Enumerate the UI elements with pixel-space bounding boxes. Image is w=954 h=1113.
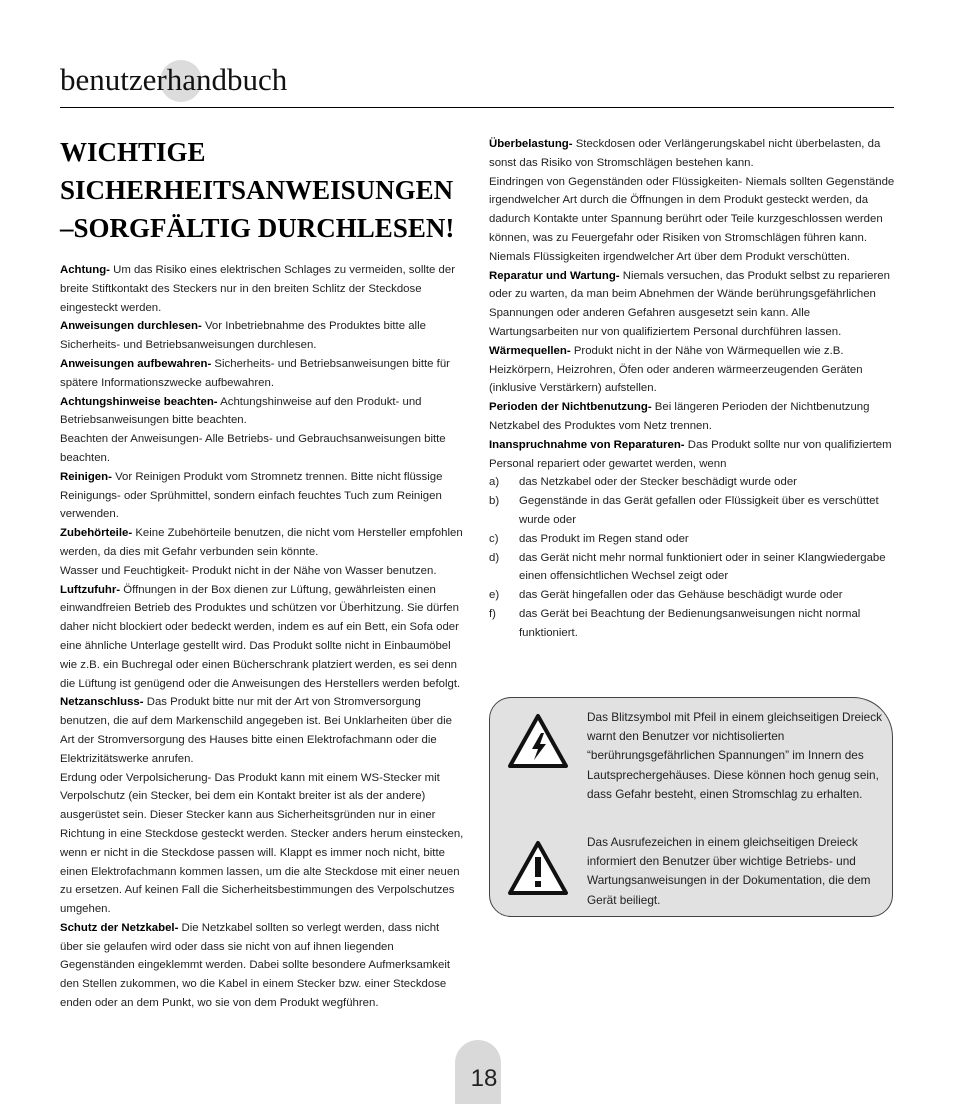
paragraph-text: Achtungshinweise auf den Produkt- und Betriebsanweisungen bitte beachten. (60, 395, 422, 427)
exclamation-warning-text: Das Ausrufezeichen in einem gleichseitigen Dreieck informiert den Benutzer über wichtige Betriebs- und Wartungsanweisungen in der Dokumentation, die dem Gerät beiliegt. (587, 835, 871, 907)
paragraph-label: Luftzufuhr- (60, 583, 121, 596)
list-letter: c) (489, 532, 499, 545)
paragraph-text: Das Produkt bitte nur mit der Art von Stromversorgung benutzen, die auf dem Markenschild angegeben ist. Bei Unklarheiten über die Art der Stromversorgung des Hauses bitte einen Elektrofachmann oder die Elektrizitätswerke anrufen. (60, 696, 452, 765)
paragraph-text: Das Produkt sollte nur von qualifiziertem Personal repariert oder gewartet werden, wenn (489, 438, 892, 470)
paragraph-text: Eindringen von Gegenständen oder Flüssigkeiten- Niemals sollten Gegenstände irgendwelcher Art durch die Öffnungen in dem Produkt gesteckt werden, da dadurch Kontakte unter Spannung berührt oder Teile kurzgeschlossen werden können, was zu Feuergefahr oder Risiken von Stromschlägen führen kann. Niemals Flüssigkeiten irgendwelcher Art über dem Produkt verschütten. (489, 175, 895, 263)
paragraph-text: Produkt nicht in der Nähe von Wärmequellen wie z.B. Heizkörpern, Heizrohren, Öfen oder anderen wärmeerzeugenden Geräten (inklusive Verstärkern) aufstellen. (489, 344, 863, 395)
paragraph-label: Reparatur und Wartung- (489, 269, 620, 282)
paragraph (489, 267, 895, 342)
paragraph-text: Niemals versuchen, das Produkt selbst zu reparieren oder zu warten, da man beim Abnehmen der Wände berührungsgefährlichen Spannungen oder anderen Gefahren ausgesetzt sein kann. Alle Wartungsarbeiten nur von qualifiziertem Personal durchführen lassen. (489, 269, 890, 338)
paragraph (60, 769, 464, 919)
lightning-warning-icon (507, 713, 569, 769)
paragraph (60, 430, 464, 468)
paragraph-text: Die Netzkabel sollten so verlegt werden, dass nicht über sie gelaufen wird oder dass sie nicht von auf ihnen liegenden Gegenständen eingeklemmt werden. Dabei sollte besondere Aufmerksamkeit den Stellen zukommen, wo die Kabel in einem Stecker bzw. einer Steckdose enden oder an dem Punkt, wo sie von dem Produkt wegführen. (60, 921, 451, 1010)
title-line: SICHERHEITSANWEISUNGEN (60, 175, 454, 205)
list-text: Gegenstände in das Gerät gefallen oder Flüssigkeit über es verschüttet wurde oder (519, 495, 879, 526)
list-text: das Gerät hingefallen oder das Gehäuse beschädigt wurde oder (519, 589, 843, 602)
list-text: das Gerät nicht mehr normal funktioniert oder in seiner Klangwiedergabe einen offensichtlichen Wechsel zeigt oder (519, 551, 886, 583)
paragraph (60, 693, 464, 768)
paragraph-text: Erdung oder Verpolsicherung- Das Produkt kann mit einem WS-Stecker mit Verpolschutz (ein Stecker, bei dem ein Kontakt breiter ist als der andere) ausgerüstet sein. Dieser Stecker kann aus Sicherheitsgründen nur in einer Richtung in eine Steckdose gesteckt werden. Stecker anders herum einstecken, wenn er nicht in die Steckdose passen will. Klappt es immer noch nicht, bitte einen Elektrofachmann kommen lassen, um die alte Steckdose mit einer neuen zu ersetzen. Auf keinen Fall die Sicherheitsbestimmungen des Verpolschutzes umgehen. (60, 771, 464, 916)
paragraph-label: Anweisungen aufbewahren- (60, 357, 212, 370)
list-letter: b) (489, 495, 500, 508)
list-text: das Gerät bei Beachtung der Bedienungsanweisungen nicht normal funktioniert. (519, 607, 861, 639)
header-rule (60, 107, 894, 108)
list-letter: e) (489, 589, 500, 602)
paragraph-text: Keine Zubehörteile benutzen, die nicht vom Hersteller empfohlen werden, da dies mit Gefahr verbunden sein könnte. (60, 527, 463, 558)
page-title (60, 133, 480, 247)
paragraph (60, 261, 464, 317)
paragraph-label: Zubehörteile- (60, 527, 133, 540)
warning-box (489, 697, 893, 917)
exclamation-warning-icon (507, 840, 569, 896)
list-item (489, 586, 895, 605)
paragraph-text: Vor Reinigen Produkt vom Stromnetz trennen. Bitte nicht flüssige Reinigungs- oder Sprühmittel, sondern einfach feuchtes Tuch zum Reinigen verwenden. (60, 470, 443, 521)
paragraph (60, 393, 464, 431)
header-title: benutzerhandbuch (60, 62, 288, 97)
left-column (60, 261, 464, 1013)
paragraph (489, 342, 895, 398)
paragraph (60, 562, 464, 581)
list-letter: a) (489, 476, 500, 489)
paragraph-label: Anweisungen durchlesen- (60, 320, 202, 333)
paragraph-label: Netzanschluss- (60, 696, 144, 709)
paragraph (489, 173, 895, 267)
paragraph (489, 398, 895, 436)
list-text: das Netzkabel oder der Stecker beschädigt wurde oder (519, 476, 797, 489)
paragraph (489, 436, 895, 474)
paragraph-label: Reinigen- (60, 470, 112, 483)
paragraph-text: Um das Risiko eines elektrischen Schlages zu vermeiden, sollte der breite Stiftkontakt des Steckers nur in den breiten Schlitz der Steckdose eingesteckt werden. (60, 264, 456, 314)
paragraph-text: Wasser und Feuchtigkeit- Produkt nicht in der Nähe von Wasser benutzen. (60, 564, 437, 577)
paragraph-text: Öffnungen in der Box dienen zur Lüftung, gewährleisten einen einwandfreien Betrieb des Produktes und schützen vor Überhitzung. Sie dürfen daher nicht blockiert oder bedeckt werden, indem es auf ein Bett, ein Sofa oder eine ähnliche Unterlage gestellt wird. Das Produkt sollte nicht in Einbaumöbel wie z.B. ein Buchregal oder einen Bücherschrank platziert werden, es sei denn die Lüftung ist genügend oder die Anweisungen des Herstellers werden befolgt. (60, 583, 461, 690)
paragraph (60, 317, 464, 355)
list-item (489, 530, 895, 549)
paragraph-label: Achtung- (60, 264, 110, 276)
right-column (489, 135, 895, 643)
list-item (489, 473, 895, 492)
paragraph-text: Steckdosen oder Verlängerungskabel nicht überbelasten, da sonst das Risiko von Stromschlägen bestehen kann. (489, 138, 881, 169)
title-line: –SORGFÄLTIG DURCHLESEN! (60, 213, 455, 243)
paragraph-label: Überbelastung- (489, 138, 573, 150)
list-item (489, 549, 895, 587)
list-letter: f) (489, 607, 496, 620)
paragraph-label: Achtungshinweise beachten- (60, 395, 218, 408)
paragraph (489, 135, 895, 173)
paragraph-text: Bei längeren Perioden der Nichtbenutzung Netzkabel des Produktes vom Netz trennen. (489, 401, 870, 432)
paragraph-label: Perioden der Nichtbenutzung- (489, 401, 652, 414)
page-number: 18 (470, 1065, 498, 1092)
paragraph (60, 581, 464, 694)
title-line: WICHTIGE (60, 137, 206, 167)
paragraph (60, 468, 464, 524)
list-item (489, 492, 895, 530)
list-letter: d) (489, 551, 500, 564)
list-text: das Produkt im Regen stand oder (519, 532, 689, 545)
paragraph (60, 355, 464, 393)
lightning-warning-text: Das Blitzsymbol mit Pfeil in einem gleichseitigen Dreieck warnt den Benutzer vor nichtisolierten “berührungsgefährlichen Spannungen” im Innern des Lautsprechergehäuses. Diese können hoch genug sein, dass Gefahr besteht, einen Stromschlag zu erhalten. (587, 710, 883, 801)
paragraph-label: Wärmequellen- (489, 344, 571, 357)
list-item (489, 605, 895, 643)
paragraph-label: Inanspruchnahme von Reparaturen- (489, 438, 685, 451)
paragraph-text: Beachten der Anweisungen- Alle Betriebs- und Gebrauchsanweisungen bitte beachten. (60, 433, 446, 464)
paragraph-text: Vor Inbetriebnahme des Produktes bitte alle Sicherheits- und Betriebsanweisungen durchlesen. (60, 320, 426, 352)
paragraph-text: Sicherheits- und Betriebsanweisungen bitte für spätere Informationszwecke aufbewahren. (60, 357, 450, 389)
paragraph-label: Schutz der Netzkabel- (60, 921, 179, 934)
paragraph (60, 919, 464, 1013)
paragraph (60, 524, 464, 562)
